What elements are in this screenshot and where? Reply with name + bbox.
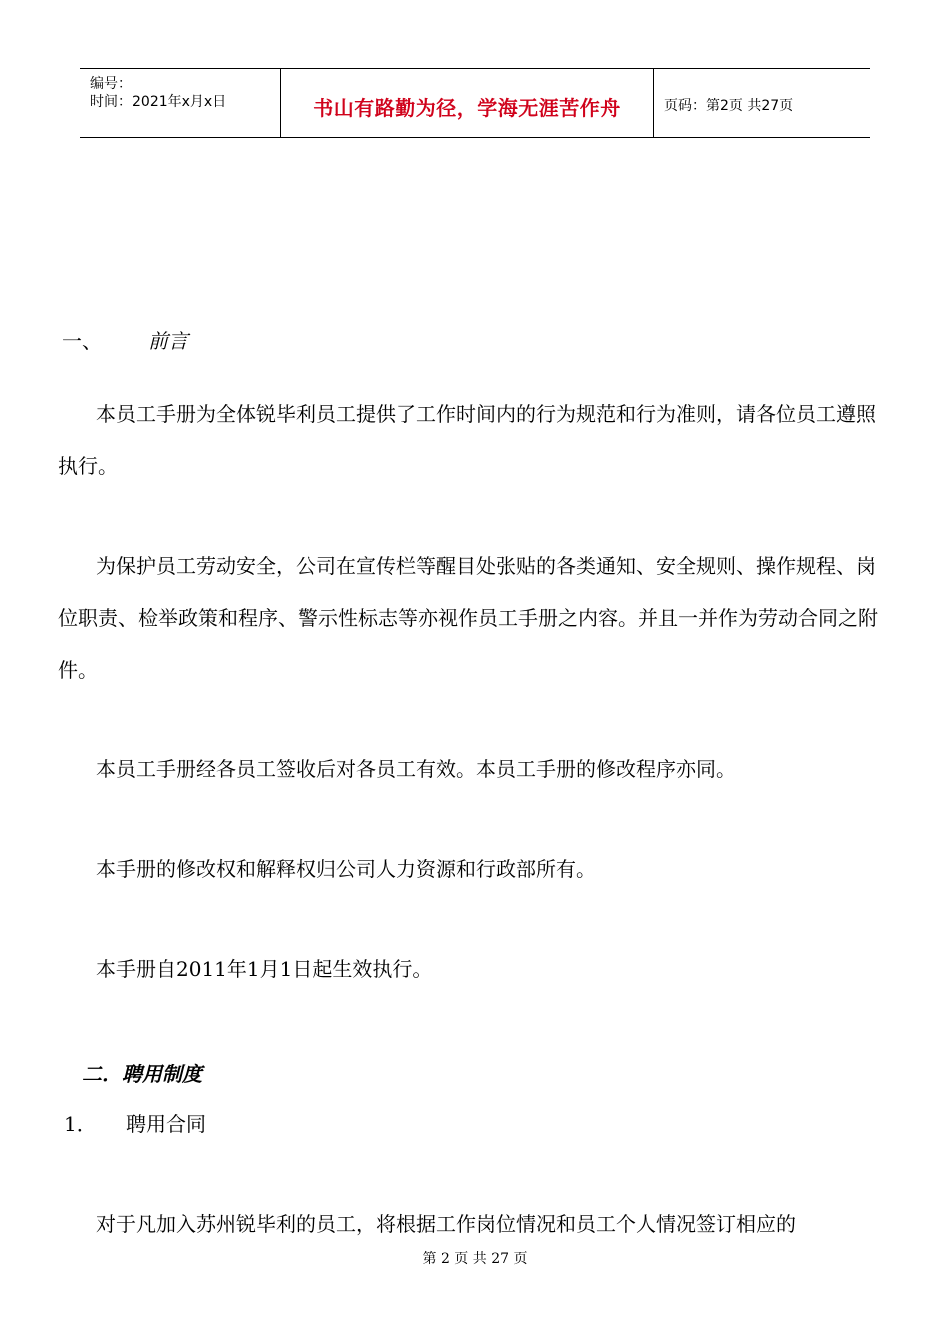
- subsection-1-number: 1．: [64, 1112, 97, 1136]
- section-2-title: 二．聘用制度: [82, 1062, 202, 1086]
- page-header: [80, 68, 870, 138]
- paragraph-3: 本员工手册经各员工签收后对各员工有效。本员工手册的修改程序亦同。: [96, 757, 736, 781]
- paragraph-4: 本手册的修改权和解释权归公司人力资源和行政部所有。: [96, 857, 596, 881]
- paragraph-1: 本员工手册为全体锐毕利员工提供了工作时间内的行为规范和行为准则，请各位员工遵照执行。: [58, 402, 876, 478]
- number-label: 编号：: [90, 76, 132, 92]
- time-label: 时间：2021年x月x日: [90, 94, 227, 110]
- header-meta-cell: [80, 69, 281, 137]
- subsection-1-title: 聘用合同: [126, 1112, 206, 1136]
- page-footer: [0, 1248, 950, 1268]
- paragraph-5: 本手册自2011年1月1日起生效执行。: [96, 957, 433, 981]
- paragraph-2: 为保护员工劳动安全，公司在宣传栏等醒目处张贴的各类通知、安全规则、操作规程、岗位职责、检举政策和程序、警示性标志等亦视作员工手册之内容。并且一并作为劳动合同之附件。: [58, 554, 878, 682]
- section-1-number: 一、: [62, 329, 102, 353]
- footer-page-number: 第 2 页 共 27 页: [422, 1251, 528, 1267]
- paragraph-6: 对于凡加入苏州锐毕利的员工，将根据工作岗位情况和员工个人情况签订相应的: [96, 1212, 796, 1236]
- header-page-cell: [664, 69, 870, 137]
- section-1-title: 前言: [148, 329, 188, 353]
- motto: 书山有路勤为径，学海无涯苦作舟: [313, 96, 621, 120]
- header-motto-cell: [281, 69, 654, 137]
- page-info: 页码：第2页 共27页: [664, 98, 794, 114]
